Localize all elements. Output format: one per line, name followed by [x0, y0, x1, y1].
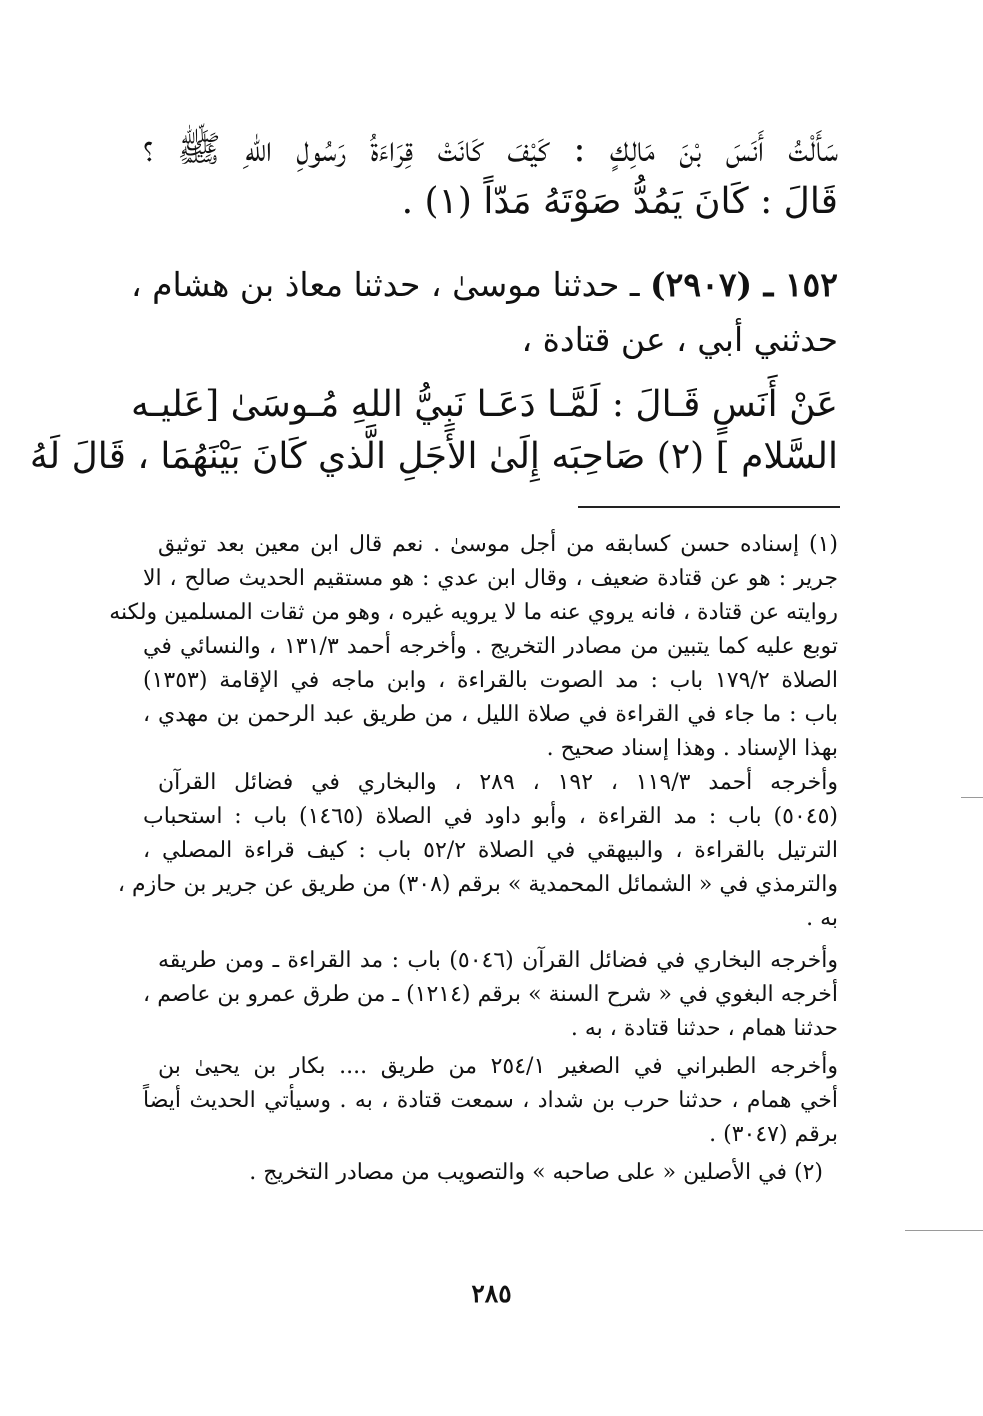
footnote-line: (٥٠٤٥) باب : مد القراءة ، وأبو داود في الصلاة (١٤٦٥) باب : استحباب — [143, 804, 838, 829]
hadith-number: ١٥٢ ـ (٢٩٠٧) — [650, 265, 838, 304]
hadith-chain-line-2: حدثني أبي ، عن قتادة ، — [521, 320, 838, 359]
hadith-text-line-1: عَنْ أَنَسٍ قَـالَ : لَمَّـا دَعَـا نَبِيُّ اللهِ مُـوسَىٰ [عَليـه — [131, 384, 838, 425]
scan-mark — [905, 1230, 983, 1231]
footnote-line: باب : ما جاء في القراءة في صلاة الليل ، من طريق عبد الرحمن بن مهدي ، — [143, 702, 838, 727]
footnote-line: وأخرجه البخاري في فضائل القرآن (٥٠٤٦) باب : مد القراءة ـ ومن طريقه — [158, 948, 838, 973]
footnote-line: الترتيل بالقراءة ، والبيهقي في الصلاة ٥٢/٢ باب : كيف قراءة المصلي ، — [143, 838, 838, 863]
footnote-line: أخي همام ، حدثنا حرب بن شداد ، سمعت قتادة ، به . وسيأتي الحديث أيضاً — [143, 1088, 838, 1113]
footnote-line: به . — [806, 906, 838, 931]
footnote-line: روايته عن قتادة ، فانه يروي عنه ما لا يرويه غيره ، وهو من ثقات المسلمين ولكنه — [109, 600, 838, 625]
footnote-line: والترمذي في « الشمائل المحمدية » برقم (٣٠٨) من طريق عن جرير بن حازم ، — [117, 872, 838, 897]
main-text-line-2: قَالَ : كَانَ يَمُدُّ صَوْتَهُ مَدّاً (١) . — [401, 181, 838, 222]
hadith-chain-line-1 — [130, 258, 838, 314]
footnote-line: وأخرجه الطبراني في الصغير ٢٥٤/١ من طريق .... بكار بن يحيىٰ بن — [158, 1054, 838, 1079]
hadith-chain-text: ـ حدثنا موسىٰ ، حدثنا معاذ بن هشام ، — [130, 265, 651, 304]
footnote-line: الصلاة ١٧٩/٢ باب : مد الصوت بالقراءة ، وابن ماجه في الإقامة (١٣٥٣) — [143, 668, 838, 693]
footnote-line: وأخرجه أحمد ١١٩/٣ ، ١٩٢ ، ٢٨٩ ، والبخاري في فضائل القرآن — [158, 770, 838, 795]
footnote-line: جرير : هو عن قتادة ضعيف ، وقال ابن عدي : هو مستقيم الحديث صالح ، الا — [143, 566, 838, 591]
hadith-text-line-2: السَّلام ] (٢) صَاحِبَه إِلَىٰ الأَجَلِ الَّذي كَانَ بَيْنَهُمَا ، قَالَ لَهُ — [29, 436, 838, 477]
page-number: ٢٨٥ — [471, 1279, 512, 1308]
scan-mark — [961, 797, 983, 798]
footnote-line: بهذا الإسناد . وهذا إسناد صحيح . — [546, 736, 838, 761]
footnote-line: برقم (٣٠٤٧) . — [709, 1122, 838, 1147]
footnote-line: أخرجه البغوي في « شرح السنة » برقم (١٢١٤) ـ من طرق عمرو بن عاصم ، — [143, 982, 838, 1007]
footnote-line: (٢) في الأصلين « على صاحبه » والتصويب من مصادر التخريج . — [249, 1160, 823, 1185]
footnote-line: (١) إسناده حسن كسابقه من أجل موسىٰ . نعم قال ابن معين بعد توثيق — [158, 532, 838, 557]
footnote-separator — [578, 506, 840, 508]
footnote-line: توبع عليه كما يتبين من مصادر التخريج . وأخرجه أحمد ١٣١/٣ ، والنسائي في — [143, 634, 838, 659]
footnote-line: حدثنا همام ، حدثنا قتادة ، به . — [570, 1016, 838, 1041]
main-text-line-1: سَأَلْتُ أَنَسَ بْنَ مَالِكٍ : كَيْفَ كَانَتْ قِرَاءَةُ رَسُولِ اللهِ ﷺ ؟ — [143, 129, 838, 170]
